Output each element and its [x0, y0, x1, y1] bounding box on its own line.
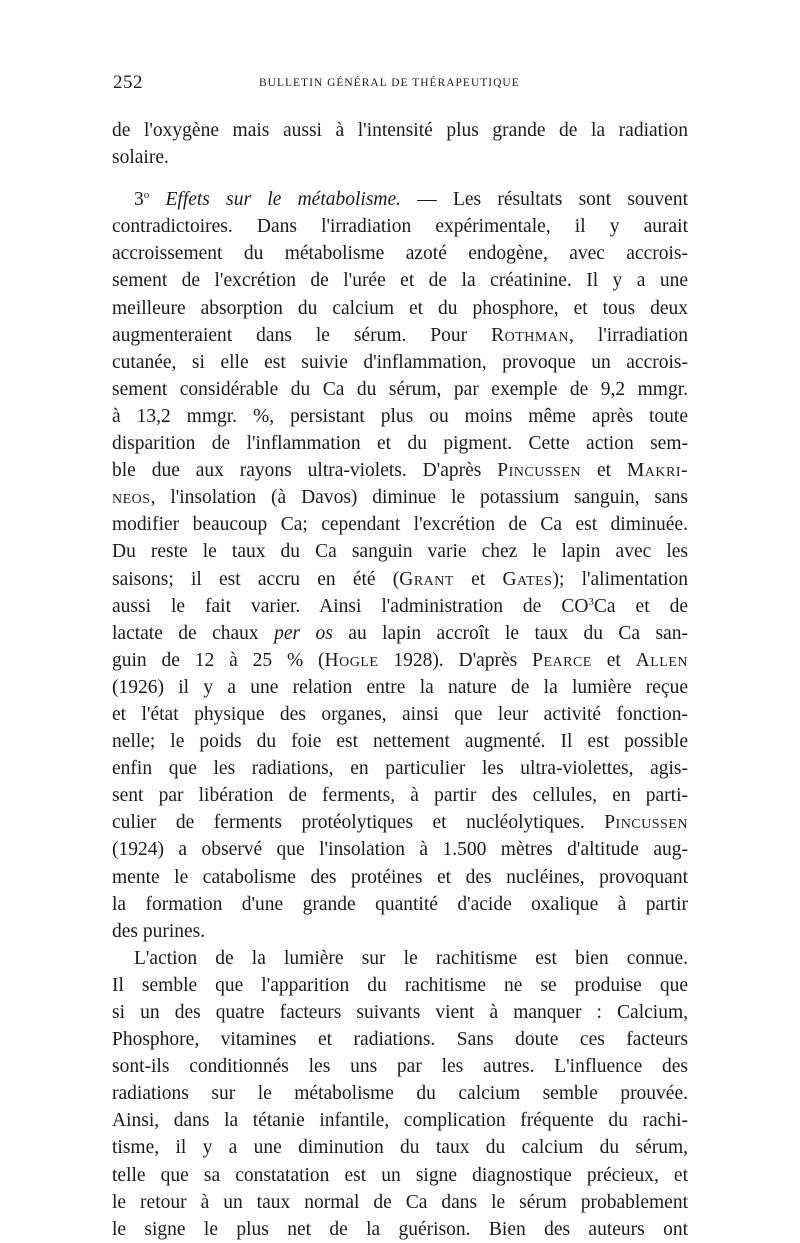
text-line: nelle; le poids du foie est nettement augmenté. Il est possible [112, 731, 688, 753]
chemical-subscript: 3 [588, 595, 594, 608]
text-fragment: augmenteraient dans le sérum. Pour [112, 324, 492, 346]
text-line: Ainsi, dans la tétanie infantile, complication fréquente du rachi- [112, 1110, 688, 1132]
text-line [112, 484, 688, 511]
text-fragment: 1928). D'après [378, 649, 533, 671]
section-number-superscript: o [143, 189, 150, 202]
text-line: mente le catabolisme des protéines et des nucléines, provoquant [112, 866, 688, 888]
text-fragment: guin de 12 à 25 % ( [112, 649, 325, 671]
text-line: radiations sur le métabolisme du calcium semble prouvée. [112, 1083, 688, 1105]
text-line: sont-ils conditionnés les uns par les autres. L'influence des [112, 1056, 688, 1078]
text-line: L'action de la lumière sur le rachitisme est bien connue. [134, 947, 688, 969]
text-fragment: et [581, 460, 627, 482]
text-fragment: aussi le fait varier. Ainsi l'administration de CO [112, 595, 589, 617]
text-fragment: — Les résultats sont souvent [401, 189, 688, 211]
text-line [112, 809, 688, 836]
text-line: disparition de l'inflammation et du pigment. Cette action sem- [112, 433, 688, 455]
text-fragment: , l'irradiation [569, 324, 688, 346]
text-fragment: Ca et de [593, 595, 688, 617]
text-line: sement considérable du Ca du sérum, par exemple de 9,2 mmgr. [112, 378, 688, 400]
text-line [112, 322, 688, 349]
text-fragment: culier de ferments protéolytiques et nucléolytiques. [112, 812, 605, 834]
text-fragment: ); l'alimentation [552, 568, 688, 590]
text-line: et l'état physique des organes, ainsi que leur activité fonction- [112, 703, 688, 725]
author-name: Gates [502, 568, 553, 590]
text-line: Il semble que l'apparition du rachitisme ne se produise que [112, 974, 688, 996]
section-heading-line [112, 186, 688, 213]
text-line: modifier beaucoup Ca; cependant l'excrétion de Ca est diminuée. [112, 514, 688, 536]
text-fragment: lactate de chaux [112, 622, 275, 644]
text-line: le signe le plus net de la guérison. Bien des auteurs ont [112, 1218, 688, 1240]
text-fragment: au lapin accroît le taux du Ca san- [332, 622, 688, 644]
running-head: BULLETIN GÉNÉRAL DE THÉRAPEUTIQUE [259, 77, 520, 89]
text-line [112, 566, 688, 593]
section-number: 3 [134, 189, 144, 211]
text-line: Du reste le taux du Ca sanguin varie chez le lapin avec les [112, 541, 688, 563]
text-line [112, 457, 688, 484]
text-line: (1924) a observé que l'insolation à 1.500 mètres d'altitude aug- [112, 839, 688, 861]
text-line [112, 647, 688, 674]
text-line: des purines. [112, 920, 206, 942]
text-line: si un des quatre facteurs suivants vient à manquer : Calcium, [112, 1002, 688, 1023]
text-line: accroissement du métabolisme azoté endogène, avec accrois- [112, 243, 688, 265]
author-name: Makri- [626, 460, 688, 482]
text-line: le retour à un taux normal de Ca dans le sérum probablement [112, 1191, 688, 1213]
text-line: Phosphore, vitamines et radiations. Sans doute ces facteurs [112, 1029, 688, 1051]
text-line: telle que sa constatation est un signe diagnostique précieux, et [112, 1164, 688, 1186]
page-header [113, 72, 688, 96]
text-fragment: ble due aux rayons ultra-violets. D'après [112, 460, 498, 482]
text-line: de l'oxygène mais aussi à l'intensité plus grande de la radiation [112, 120, 688, 141]
text-line: (1926) il y a une relation entre la nature de la lumière reçue [112, 676, 688, 698]
section-heading: Effets sur le métabolisme. [165, 189, 402, 211]
text-fragment: et [453, 568, 503, 590]
author-name: Pincussen [604, 812, 688, 834]
page-number: 252 [113, 72, 143, 93]
text-fragment: , l'insolation (à Davos) diminue le potassium sanguin, sans [150, 487, 688, 509]
author-name: neos [112, 487, 151, 509]
text-line: meilleure absorption du calcium et du phosphore, et tous deux [112, 297, 688, 319]
text-line: la formation d'une grande quantité d'acide oxalique à partir [112, 893, 688, 915]
text-line: sent par libération de ferments, à partir des cellules, en parti- [112, 785, 688, 807]
author-name: Hogle [324, 649, 379, 671]
latin-term: per os [274, 622, 333, 644]
body-text [112, 117, 688, 1243]
text-line [112, 620, 688, 647]
text-fragment: et [591, 649, 636, 671]
text-line: tisme, il y a une diminution du taux du calcium du sérum, [112, 1137, 688, 1159]
text-line: contradictoires. Dans l'irradiation expérimentale, il y aurait [112, 216, 688, 238]
text-line: enfin que les radiations, en particulier les ultra-violettes, agis- [112, 758, 688, 780]
text-fragment: saisons; il est accru en été ( [112, 568, 400, 590]
author-name: Grant [399, 568, 454, 590]
author-name: Rothman [491, 324, 570, 346]
text-line: cutanée, si elle est suivie d'inflammation, provoque un accrois- [112, 351, 688, 373]
paragraph-gap [112, 171, 688, 186]
text-line [112, 593, 688, 620]
text-line: solaire. [112, 147, 169, 169]
author-name: Pearce [532, 649, 592, 671]
text-line: à 13,2 mmgr. %, persistant plus ou moins même après toute [112, 405, 688, 427]
text-line: sement de l'excrétion de l'urée et de la créatinine. Il y a une [112, 270, 688, 292]
author-name: Allen [635, 649, 689, 671]
author-name: Pincussen [497, 460, 582, 482]
